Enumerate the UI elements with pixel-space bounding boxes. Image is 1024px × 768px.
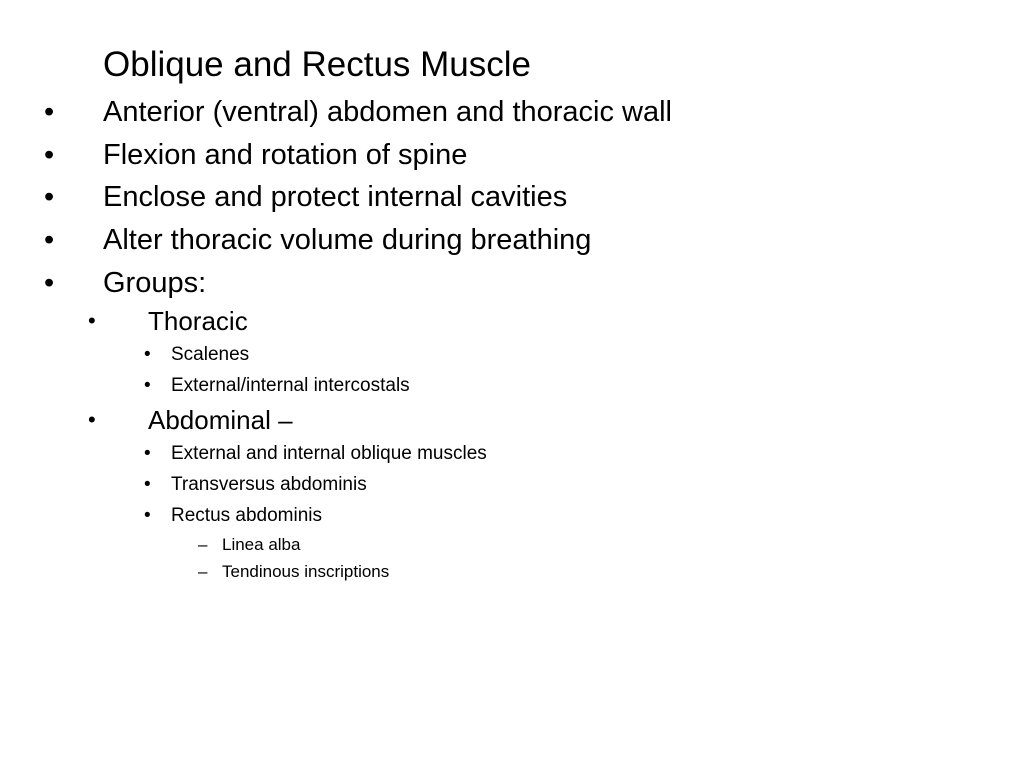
bullet-text: Flexion and rotation of spine: [103, 139, 468, 171]
dash-marker: –: [198, 562, 208, 581]
bullet-marker: •: [44, 267, 55, 299]
bullet-marker: •: [144, 375, 151, 396]
sub-item-text: Rectus abdominis: [171, 505, 323, 526]
dash-marker: –: [198, 535, 208, 554]
bullet-text: Groups:: [103, 267, 207, 299]
dash-item-text: Tendinous inscriptions: [222, 562, 390, 581]
dash-item-text: Linea alba: [222, 535, 301, 554]
group-label: Thoracic: [148, 306, 248, 336]
bullet-marker: •: [144, 443, 151, 464]
bullet-marker: •: [144, 505, 151, 526]
sub-item-text: External/internal intercostals: [171, 375, 410, 396]
bullet-text: Anterior (ventral) abdomen and thoracic wall: [103, 96, 672, 128]
bullet-marker: •: [44, 181, 55, 213]
bullet-marker: •: [44, 224, 55, 256]
slide-title: Oblique and Rectus Muscle: [103, 45, 531, 84]
bullet-marker: •: [88, 308, 96, 333]
sub-item-text: Transversus abdominis: [171, 474, 367, 495]
bullet-marker: •: [44, 96, 55, 128]
sub-item-text: External and internal oblique muscles: [171, 443, 487, 464]
bullet-text: Enclose and protect internal cavities: [103, 181, 568, 213]
group-label: Abdominal –: [148, 405, 293, 435]
bullet-marker: •: [44, 139, 55, 171]
sub-item-text: Scalenes: [171, 344, 250, 365]
bullet-text: Alter thoracic volume during breathing: [103, 224, 592, 256]
bullet-marker: •: [144, 474, 151, 495]
bullet-marker: •: [144, 344, 151, 365]
bullet-marker: •: [88, 407, 96, 432]
